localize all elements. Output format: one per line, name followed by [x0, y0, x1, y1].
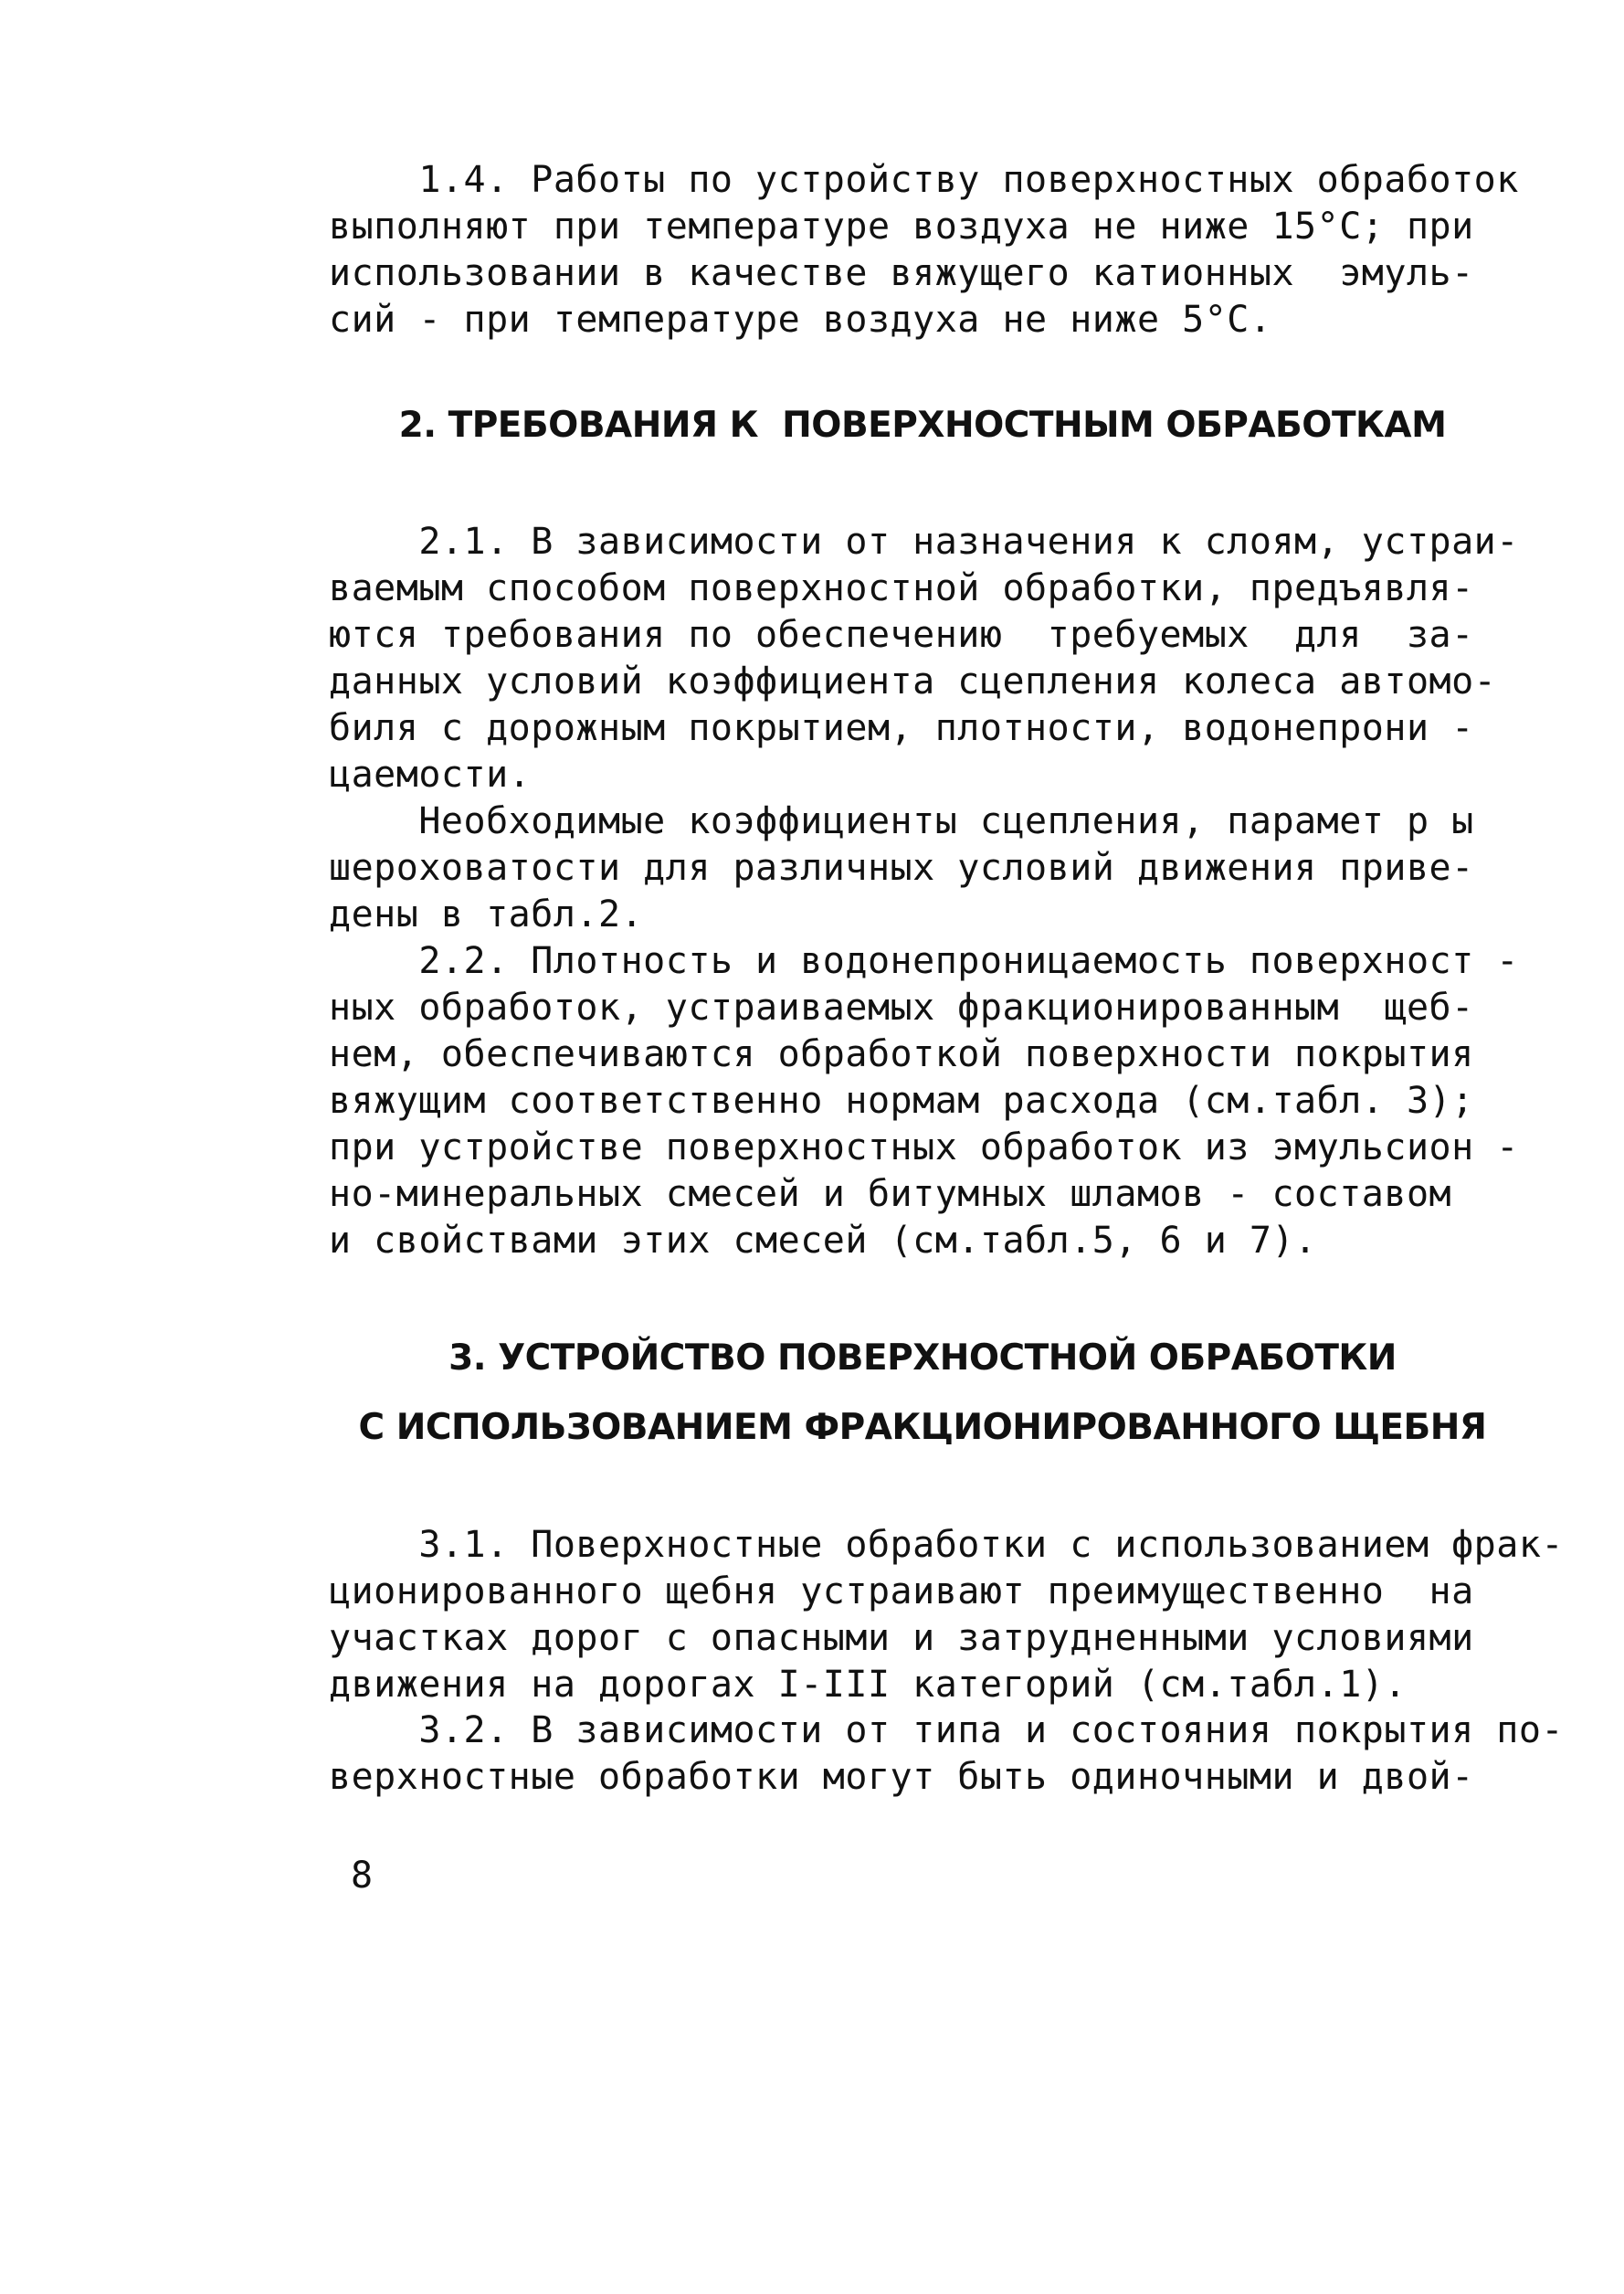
text-line: но-минеральных смесей и битумных шламов - составом — [329, 1173, 1452, 1215]
page-number: 8 — [351, 1855, 374, 1897]
text-line: ются требования по обеспечению требуемых для за- — [329, 614, 1474, 656]
text-line: 3.1. Поверхностные обработки с использованием фрак- — [329, 1524, 1565, 1566]
section-heading-3 — [329, 1324, 1516, 1463]
text-line: ционированного щебня устраивают преимущественно на — [329, 1570, 1474, 1612]
text-line: ваемым способом поверхностной обработки, предъявля- — [329, 567, 1474, 609]
text-line: 1.4. Работы по устройству поверхностных обработок — [329, 159, 1519, 201]
text-line: участках дорог с опасными и затрудненными условиями — [329, 1617, 1474, 1659]
text-line: 2.1. В зависимости от назначения к слоям, устраи- — [329, 521, 1519, 563]
text-line: использовании в качестве вяжущего катионных эмуль- — [329, 252, 1474, 294]
text-line: 2.2. Плотность и водонепроницаемость поверхност - — [329, 940, 1519, 982]
heading-line: 3. УСТРОЙСТВО ПОВЕРХНОСТНОЙ ОБРАБОТКИ — [448, 1337, 1397, 1379]
paragraph-3-2 — [329, 1707, 1565, 1801]
text-line: верхностные обработки могут быть одиночными и двой- — [329, 1756, 1474, 1798]
paragraph-3-1 — [329, 1522, 1565, 1708]
text-line: ных обработок, устраиваемых фракционированным щеб- — [329, 987, 1474, 1029]
paragraph-2-1 — [329, 519, 1519, 798]
text-line: биля с дорожным покрытием, плотности, водонепрони - — [329, 707, 1474, 749]
heading-line: 2. ТРЕБОВАНИЯ К ПОВЕРХНОСТНЫМ ОБРАБОТКАМ — [398, 405, 1447, 446]
text-line: сий - при температуре воздуха не ниже 5°С. — [329, 299, 1272, 341]
paragraph-1-4 — [329, 157, 1519, 344]
text-line: дены в табл.2. — [329, 893, 644, 936]
text-line: шероховатости для различных условий движения приве- — [329, 847, 1474, 889]
text-line: движения на дорогах I-III категорий (см.табл.1). — [329, 1664, 1407, 1706]
text-line: 3.2. В зависимости от типа и состояния покрытия по- — [329, 1709, 1565, 1751]
heading-line: С ИСПОЛЬЗОВАНИЕМ ФРАКЦИОНИРОВАННОГО ЩЕБНЯ — [358, 1407, 1487, 1448]
text-line: выполняют при температуре воздуха не ниже 15°С; при — [329, 206, 1474, 248]
text-line: Необходимые коэффициенты сцепления, парамет р ы — [329, 800, 1474, 842]
text-line: цаемости. — [329, 754, 532, 796]
section-heading-2 — [329, 391, 1516, 460]
text-line: и свойствами этих смесей (см.табл.5, 6 и 7). — [329, 1220, 1317, 1262]
text-line: нем, обеспечиваются обработкой поверхности покрытия — [329, 1033, 1474, 1075]
text-line: при устройстве поверхностных обработок из эмульсион - — [329, 1126, 1519, 1168]
text-line: вяжущим соответственно нормам расхода (см.табл. 3); — [329, 1080, 1474, 1122]
text-line: данных условий коэффициента сцепления колеса автомо- — [329, 661, 1497, 703]
paragraph-coefficients — [329, 798, 1516, 938]
paragraph-2-2 — [329, 938, 1519, 1264]
